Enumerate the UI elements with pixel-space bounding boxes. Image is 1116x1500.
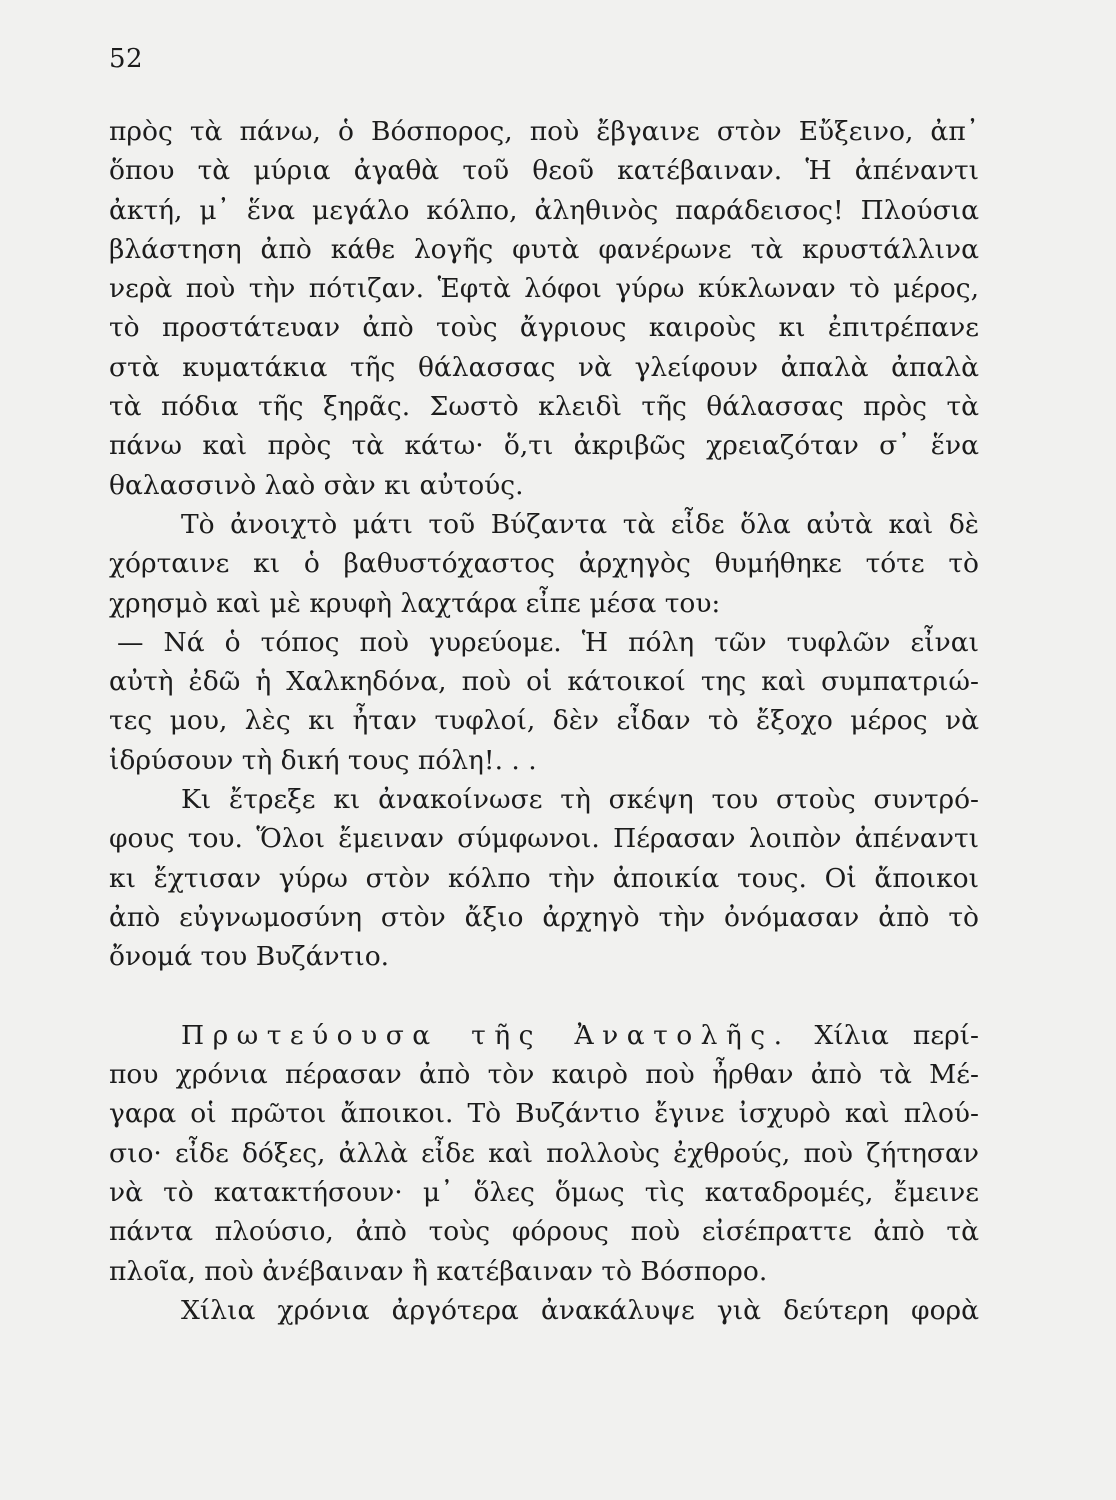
text-line: πρὸς τὰ πάνω, ὁ Βόσπορος, ποὺ ἔβγαινε στὸν Εὔξεινο, ἀπ᾽ [109,116,979,147]
text-line: αὐτὴ ἐδῶ ἡ Χαλκηδόνα, ποὺ οἱ κάτοικοί της καὶ συμπατριώ- [109,666,979,698]
text-line: γαρα οἱ πρῶτοι ἄποικοι. Τὸ Βυζάντιο ἔγινε ἰσχυρὸ καὶ πλού- [109,1098,979,1130]
text-line: ἀπὸ εὐγνωμοσύνη στὸν ἄξιο ἀρχηγὸ τὴν ὀνόμασαν ἀπὸ τὸ [109,901,979,933]
paragraph [109,623,979,780]
text-line: ὅπου τὰ μύρια ἀγαθὰ τοῦ θεοῦ κατέβαιναν. Ἡ ἀπέναντι [109,155,979,187]
text-line: χόρταινε κι ὁ βαθυστόχαστος ἀρχηγὸς θυμήθηκε τότε τὸ [109,548,979,580]
page-number: 52 [109,44,144,74]
paragraph [109,505,979,623]
text-line: χρησμὸ καὶ μὲ κρυφὴ λαχτάρα εἶπε μέσα του: [109,587,721,619]
text-line: Κι ἔτρεξε κι ἀνακοίνωσε τὴ σκέψη του στοὺς συντρό- [181,784,979,816]
text-line: ἀκτή, μ᾽ ἕνα μεγάλο κόλπο, ἀληθινὸς παράδεισος! Πλούσια [109,194,979,226]
text-line: νερὰ ποὺ τὴν πότιζαν. Ἑφτὰ λόφοι γύρω κύκλωναν τὸ μέρος, [109,273,979,305]
text-line: τὸ προστάτευαν ἀπὸ τοὺς ἄγριους καιροὺς κι ἐπιτρέπανε [109,312,979,344]
text-line: Τὸ ἀνοιχτὸ μάτι τοῦ Βύζαντα τὰ εἶδε ὅλα αὐτὰ καὶ δὲ [181,508,979,540]
text-line: πάνω καὶ πρὸς τὰ κάτω· ὅ,τι ἀκριβῶς χρειαζόταν σ᾽ ἕνα [109,430,979,462]
text-line: που χρόνια πέρασαν ἀπὸ τὸν καιρὸ ποὺ ἦρθαν ἀπὸ τὰ Μέ- [109,1059,979,1091]
text-line: νὰ τὸ κατακτήσουν· μ᾽ ὅλες ὅμως τὶς καταδρομές, ἔμεινε [109,1177,979,1209]
text-line: τὰ πόδια τῆς ξηρᾶς. Σωστὸ κλειδὶ τῆς θάλασσας πρὸς τὰ [109,391,979,423]
text-line: στὰ κυματάκια τῆς θάλασσας νὰ γλείφουν ἀπαλὰ ἀπαλὰ [109,351,979,383]
text-line: Χίλια χρόνια ἀργότερα ἀνακάλυψε γιὰ δεύτερη φορὰ [181,1294,979,1326]
text-line: ἱδρύσουν τὴ δική τους πόλη!. . . [109,744,537,776]
paragraph [109,112,979,505]
text-line: θαλασσινὸ λαὸ σὰν κι αὐτούς. [109,469,524,501]
section-break [109,977,979,1016]
text-line: σιο· εἶδε δόξες, ἀλλὰ εἶδε καὶ πολλοὺς ἐχθρούς, ποὺ ζήτησαν [109,1137,979,1169]
paragraph [109,1291,979,1330]
text-line: φους του. Ὅλοι ἔμειναν σύμφωνοι. Πέρασαν λοιπὸν ἀπέναντι [109,823,979,855]
text-line [109,1016,979,1055]
text-run: Χίλια περί- [790,1019,979,1051]
paragraph [109,780,979,976]
text-line: βλάστηση ἀπὸ κάθε λογῆς φυτὰ φανέρωνε τὰ κρυστάλλινα [109,233,979,265]
section-heading: Πρωτεύουσα τῆς Ἀνατολῆς. [181,1019,791,1051]
text-line: πάντα πλούσιο, ἀπὸ τοὺς φόρους ποὺ εἰσέπραττε ἀπὸ τὰ [109,1216,979,1248]
text-line: ὄνομά του Βυζάντιο. [109,941,390,973]
body-text [109,112,979,1330]
text-line: τες μου, λὲς κι ἦταν τυφλοί, δὲν εἶδαν τὸ ἔξοχο μέρος νὰ [109,705,979,737]
text-line: κι ἔχτισαν γύρω στὸν κόλπο τὴν ἀποικία τους. Οἱ ἄποικοι [109,862,979,894]
text-line: πλοῖα, ποὺ ἀνέβαιναν ἢ κατέβαιναν τὸ Βόσπορο. [109,1255,768,1287]
text-line: — Νά ὁ τόπος ποὺ γυρεύομε. Ἡ πόλη τῶν τυφλῶν εἶναι [117,626,979,658]
paragraph [109,1016,979,1291]
